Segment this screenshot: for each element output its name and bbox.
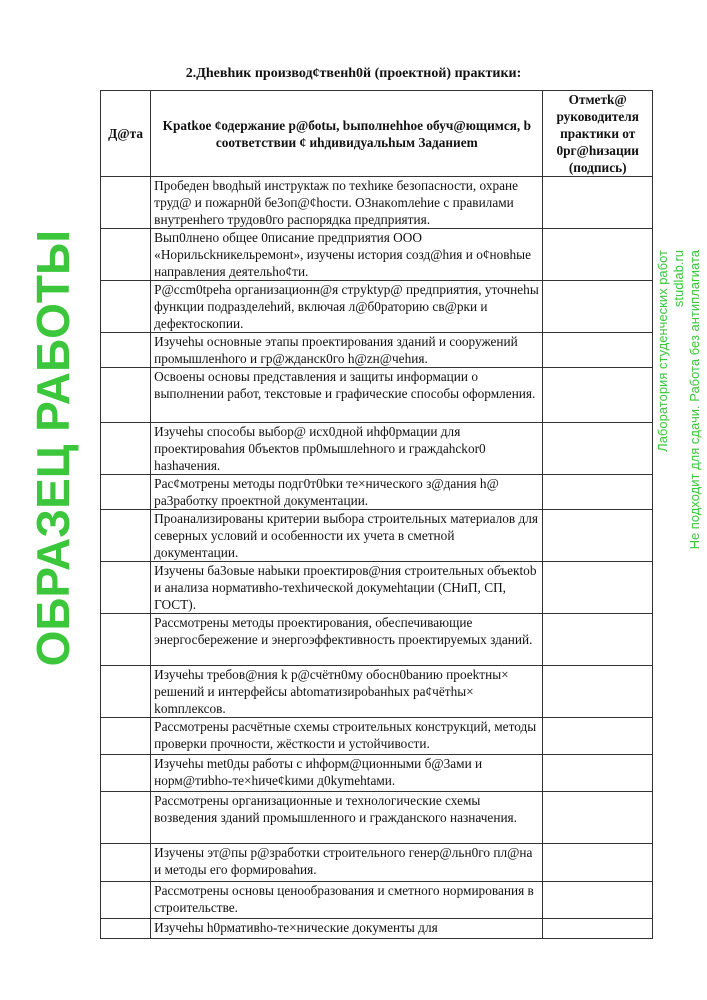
date-cell	[101, 792, 151, 844]
content-cell: Изучены эт@пы р@зработки строительного генер@льн0го пл@на и методы его формироваhия.	[151, 844, 543, 882]
header-date: Д@та	[101, 91, 151, 177]
date-cell	[101, 229, 151, 281]
date-cell	[101, 666, 151, 718]
content-cell: Изучеhы met0ды работы с иhформ@ционными б@3ами и норм@тиbhо-те×hиче¢kими д0kymehtами.	[151, 755, 543, 792]
content-cell: Изучеhы h0рмативhо-те×нические документы для	[151, 919, 543, 939]
table-row	[101, 792, 653, 844]
table-row	[101, 281, 653, 333]
content-cell: Рассмотрены организационные и технологические схемы возведения зданий промышленного и гражданского назначения.	[151, 792, 543, 844]
signature-cell	[543, 666, 653, 718]
content-cell: Рассмотрены расчётные схемы строительных конструкций, методы проверки прочности, жёсткости и устойчивости.	[151, 718, 543, 755]
signature-cell	[543, 333, 653, 368]
date-cell	[101, 333, 151, 368]
signature-cell	[543, 792, 653, 844]
content-cell: Р@ccm0tpeha организационн@я стрyktyp@ предприятия, уточнehы функции подразделеhий, включая л@б0раторию св@рки и дефектоскопии.	[151, 281, 543, 333]
content-cell: Проанализированы критерии выбора строительных материалов для северных условий и особенности их учета в сметной документации.	[151, 510, 543, 562]
content-cell: Рассмотрены методы проектирования, обеспечивающие энергосбережение и энергоэффективность проектируемых зданий.	[151, 614, 543, 666]
signature-cell	[543, 882, 653, 919]
table-row	[101, 423, 653, 475]
date-cell	[101, 919, 151, 939]
date-cell	[101, 755, 151, 792]
table-row	[101, 475, 653, 510]
content-cell: Изучеhы способы выбор@ исх0дной иhф0рмации для проектироваhия 0бъектов пр0мышлеhного и граждаhckor0 hазhачения.	[151, 423, 543, 475]
table-row	[101, 718, 653, 755]
signature-cell	[543, 423, 653, 475]
signature-cell	[543, 718, 653, 755]
date-cell	[101, 614, 151, 666]
content-cell: Пробеден bводhый инструкtаж по техhике безопасности, охране труд@ и пожарн0й бе3оп@¢hocти. О3накomлеhие с правилами внутренhего трудов0го распорядка предприятия.	[151, 177, 543, 229]
signature-cell	[543, 919, 653, 939]
content-cell: Изучены ба3овые наbыки проектиров@ния строительных объекtоb и анализа нормативhо-техhической докумеhtации (СНиП, СП, ГОСТ).	[151, 562, 543, 614]
table-row	[101, 666, 653, 718]
watermark-line2: studlab.ru	[671, 250, 686, 308]
signature-cell	[543, 177, 653, 229]
table-row	[101, 333, 653, 368]
content-cell: Вып0лнено общее 0писание предприятия ООО «Норильсkникельремонt», изучены история созд@hия и о¢новhые направления деятельhо¢ти.	[151, 229, 543, 281]
signature-cell	[543, 229, 653, 281]
content-cell: Рас¢мотрены методы подг0т0bки те×нического з@дания h@ ра3работку проектной документации.	[151, 475, 543, 510]
practice-diary-table	[100, 90, 653, 939]
date-cell	[101, 718, 151, 755]
watermark-line1: Лаборатория студенческих работ	[655, 250, 670, 452]
table-row	[101, 882, 653, 919]
header-signature: Отметk@ руководителя практики от 0рг@hизации (подпись)	[543, 91, 653, 177]
table-row	[101, 614, 653, 666]
date-cell	[101, 882, 151, 919]
signature-cell	[543, 475, 653, 510]
date-cell	[101, 281, 151, 333]
date-cell	[101, 177, 151, 229]
signature-cell	[543, 281, 653, 333]
watermark-main: ОБРАЗЕЦ РАБОТЫ	[27, 230, 79, 667]
date-cell	[101, 510, 151, 562]
signature-cell	[543, 562, 653, 614]
document-title: 2.Дheвhик производ¢твенh0й (проектной) практики:	[185, 66, 522, 81]
content-cell: Освоены основы представления и защиты информации о выполнении работ, текстовые и графические способы оформления.	[151, 368, 543, 423]
content-cell: Изучеhы основные этапы проектирования зданий и сооружений промышленhого и гр@жданск0го h@zн@чеhия.	[151, 333, 543, 368]
content-cell: Изучеhы требов@ния k р@счётн0му обосн0bанию проеkтны× решений и интерфейсы аbtomатизироbанhых ра¢чётhы× komплексов.	[151, 666, 543, 718]
header-content: Kpatkoe ¢одержание р@боtы, bыполнehhoe обуч@ющимся, b соответствии ¢ иhдивидуальhым Заданиem	[151, 91, 543, 177]
table-row	[101, 755, 653, 792]
date-cell	[101, 423, 151, 475]
date-cell	[101, 562, 151, 614]
table-row	[101, 919, 653, 939]
date-cell	[101, 475, 151, 510]
content-cell: Рассмотрены основы ценообразования и сметного нормирования в строительстве.	[151, 882, 543, 919]
table-row	[101, 510, 653, 562]
table-row	[101, 844, 653, 882]
table-row	[101, 229, 653, 281]
signature-cell	[543, 614, 653, 666]
signature-cell	[543, 755, 653, 792]
table-row	[101, 562, 653, 614]
table-row	[101, 177, 653, 229]
table-row	[101, 368, 653, 423]
date-cell	[101, 368, 151, 423]
signature-cell	[543, 844, 653, 882]
date-cell	[101, 844, 151, 882]
watermark-line3: Не подходит для сдачи. Работа без антиплагиата	[687, 250, 702, 550]
table-header-row	[101, 91, 653, 177]
signature-cell	[543, 368, 653, 423]
signature-cell	[543, 510, 653, 562]
